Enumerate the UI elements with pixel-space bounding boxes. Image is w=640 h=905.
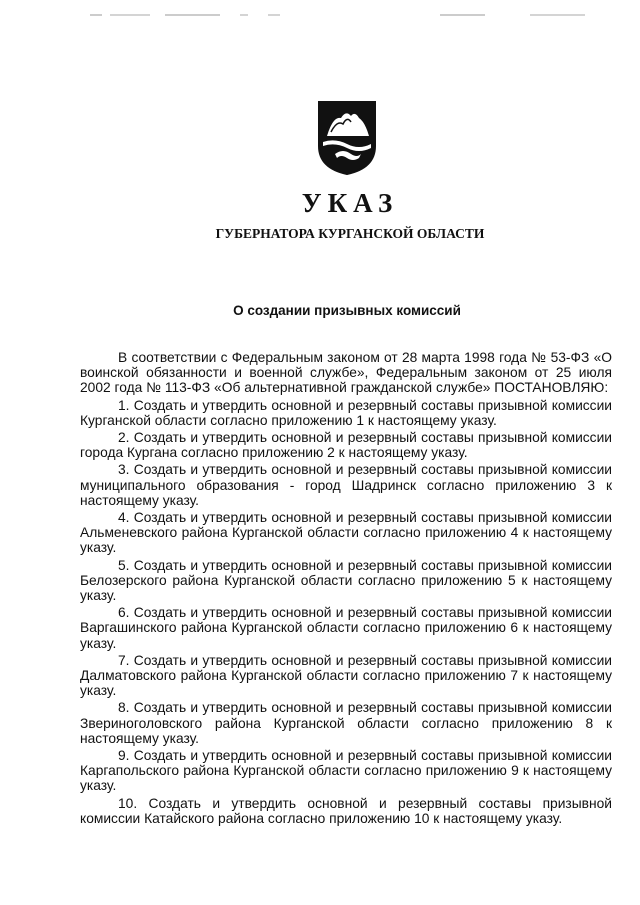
decree-item: 6. Создать и утвердить основной и резервный составы призывной комиссии Варгашинского района Курганской области согласно приложению 6 к настоящему указу. (80, 605, 612, 651)
decree-item: 8. Создать и утвердить основной и резервный составы призывной комиссии Звериноголовского района Курганской области согласно приложению 8 к настоящему указу. (80, 700, 612, 746)
decree-item: 10. Создать и утвердить основной и резервный составы призывной комиссии Катайского района согласно приложению 10 к настоящему указу. (80, 795, 612, 826)
decree-item: 1. Создать и утвердить основной и резервный составы призывной комиссии Курганской области согласно приложению 1 к настоящему указу. (80, 397, 612, 428)
decree-item: 5. Создать и утвердить основной и резервный составы призывной комиссии Белозерского района Курганской области согласно приложению 5 к настоящему указу. (80, 557, 612, 604)
decree-subject: О создании призывных комиссий (233, 303, 461, 318)
decree-item: 3. Создать и утвердить основной и резервный составы призывной комиссии муниципального образования - город Шадринск согласно приложению 3 к настоящему указу. (80, 462, 612, 508)
decree-item: 7. Создать и утвердить основной и резервный составы призывной комиссии Далматовского района Курганской области согласно приложению 7 к настоящему указу. (80, 652, 612, 699)
scan-artifact-line (90, 13, 590, 17)
decree-item: 2. Создать и утвердить основной и резервный составы призывной комиссии города Кургана согласно приложению 2 к настоящему указу. (80, 430, 612, 461)
decree-item: 4. Создать и утвердить основной и резервный составы призывной комиссии Альменевского района Курганской области согласно приложению 4 к настоящему указу. (80, 510, 612, 556)
decree-item: 9. Создать и утвердить основной и резервный составы призывной комиссии Каргапольского района Курганской области согласно приложению 9 к настоящему указу. (80, 748, 612, 794)
coat-of-arms-icon (313, 96, 381, 176)
decree-issuer: ГУБЕРНАТОРА КУРГАНСКОЙ ОБЛАСТИ (215, 226, 485, 241)
decree-body (80, 350, 612, 826)
decree-preamble: В соответствии с Федеральным законом от 28 марта 1998 года № 53-ФЗ «О воинской обязанности и военной службе», Федеральным законом от 25 июля 2002 года № 113-ФЗ «Об альтернативной гражданской службе» ПОСТАНОВЛЯЮ: (80, 350, 612, 396)
decree-title: УКАЗ (301, 188, 399, 218)
